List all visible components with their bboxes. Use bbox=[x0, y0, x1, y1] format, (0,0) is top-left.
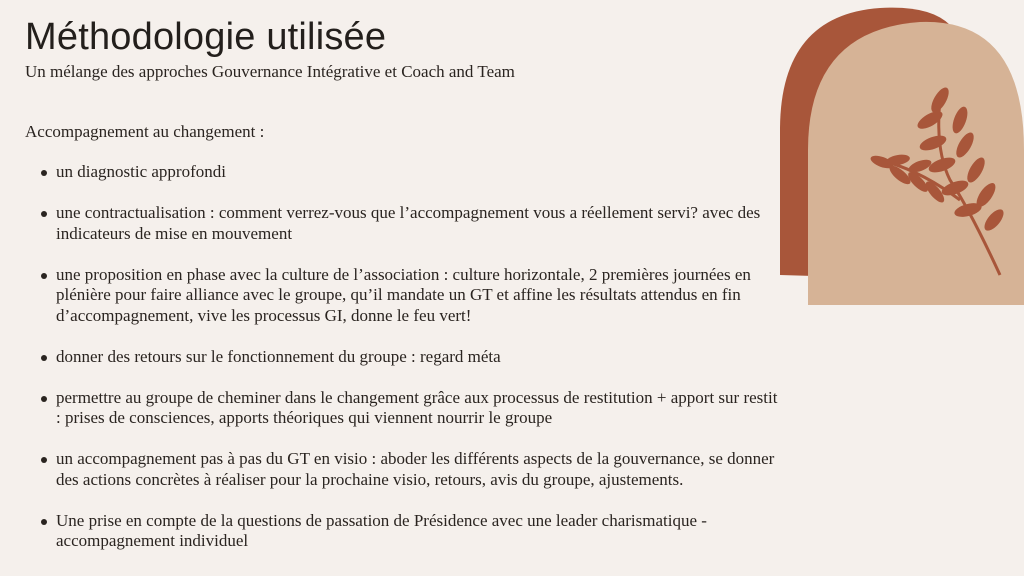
list-item: donner des retours sur le fonctionnement du groupe : regard méta bbox=[25, 347, 785, 368]
list-item: un accompagnement pas à pas du GT en visio : aboder les différents aspects de la gouvernance, se donner des actions concrètes à réaliser pour la prochaine visio, retours, avis du groupe, ajustements. bbox=[25, 449, 785, 490]
slide-subtitle: Un mélange des approches Gouvernance Intégrative et Coach and Team bbox=[25, 62, 515, 81]
intro-text: Accompagnement au changement : bbox=[25, 122, 265, 141]
list-item: un diagnostic approfondi bbox=[25, 162, 785, 183]
list-item: une contractualisation : comment verrez-vous que l’accompagnement vous a réellement servi? avec des indicateurs de mise en mouvement bbox=[25, 203, 785, 244]
bullet-list bbox=[25, 162, 785, 572]
decorative-arch-illustration bbox=[770, 0, 1024, 320]
slide-title: Méthodologie utilisée bbox=[25, 16, 387, 58]
list-item: une proposition en phase avec la culture de l’association : culture horizontale, 2 premières journées en plénière pour faire alliance avec le groupe, qu’il mandate un GT et affine les résultats attendus en fin d’accompagnement, vive les processus GI, donne le feu vert! bbox=[25, 265, 785, 327]
list-item: permettre au groupe de cheminer dans le changement grâce aux processus de restitution + apport sur restit : prises de consciences, apports théoriques qui viennent nourrir le groupe bbox=[25, 388, 785, 429]
list-item: Une prise en compte de la questions de passation de Présidence avec une leader charismatique - accompagnement individuel bbox=[25, 511, 785, 552]
